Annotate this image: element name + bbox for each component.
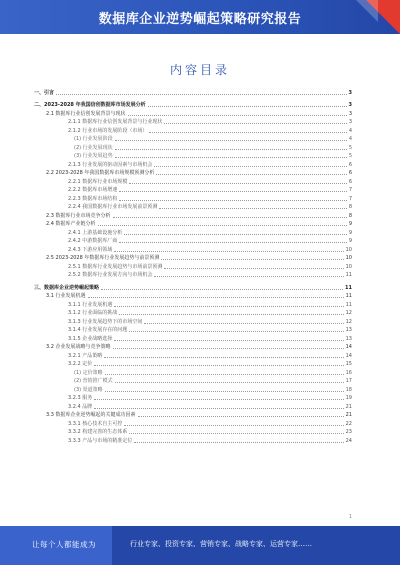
toc-entry-label: 三、数据库企业逆势崛起策略	[34, 284, 100, 291]
toc-leader-dots	[156, 174, 346, 175]
toc-leader-dots	[119, 314, 343, 315]
toc-entry[interactable]	[34, 325, 352, 334]
toc-entry-page: 13	[345, 335, 352, 342]
toc-leader-dots	[144, 323, 343, 324]
toc-entry[interactable]	[34, 384, 352, 393]
toc-entry[interactable]	[34, 401, 352, 410]
toc-entry[interactable]	[34, 219, 352, 228]
toc-entry-page: 9	[348, 229, 352, 236]
toc-entry-page: 5	[348, 144, 352, 151]
toc-entry-label: 2.5 2023-2028 年数据库行业发展趋势与前景预测	[46, 255, 160, 261]
toc-entry-page: 12	[345, 318, 352, 325]
toc-entry-page: 4	[348, 127, 352, 134]
toc-entry[interactable]	[34, 316, 352, 325]
toc-leader-dots	[56, 94, 347, 95]
toc-entry-page: 9	[348, 238, 352, 244]
toc-entry-page: 6	[348, 161, 352, 168]
toc-entry-page: 17	[345, 378, 352, 384]
toc-entry-label: 3.3.3 产品与市场的精准定位	[68, 437, 133, 444]
toc-entry-page: 5	[348, 153, 352, 159]
toc-entry-label: (1) 定价策略	[74, 369, 103, 376]
toc-entry-page: 19	[345, 395, 352, 401]
toc-entry-label: 二、2023-2028 年我国信创数据库市场发展分析	[34, 102, 146, 108]
toc-leader-dots	[114, 340, 343, 341]
toc-leader-dots	[115, 149, 347, 150]
toc-entry-page: 9	[348, 221, 352, 227]
toc-entry-label: 2.1.3 行业发展的驱动因素与市场机会	[68, 161, 153, 168]
toc-leader-dots	[124, 234, 347, 235]
toc-leader-dots	[113, 348, 344, 349]
report-title: 数据库企业逆势崛起策略研究报告	[98, 12, 302, 27]
toc-entry-label: 2.5.1 数据库行业发展趋势与市场前景预测	[68, 263, 163, 270]
toc-entry-page: 7	[348, 187, 352, 193]
toc-title: 内容目录	[169, 63, 230, 77]
toc-leader-dots	[88, 297, 344, 298]
toc-entry-page: 22	[345, 420, 352, 427]
toc-entry[interactable]	[34, 100, 352, 109]
toc-entry[interactable]	[34, 202, 352, 211]
toc-entry-label: 一、引言	[34, 89, 55, 96]
toc-entry[interactable]	[34, 418, 352, 427]
toc-entry[interactable]	[34, 359, 352, 368]
toc-entry-label: 3.1 行业发展机遇	[46, 293, 86, 299]
toc-leader-dots	[115, 140, 347, 141]
toc-entry-label: 2.4.2 中游数据库厂商	[68, 238, 118, 244]
toc-leader-dots	[149, 132, 346, 133]
toc-entry-label: 2.2.4 我国数据库行业市场发展前景预测	[68, 204, 158, 210]
toc-entry[interactable]	[34, 134, 352, 143]
toc-entry-page: 4	[348, 136, 352, 142]
toc-entry[interactable]	[34, 342, 352, 351]
toc-entry-label: 2.4 数据库产业链分析	[46, 221, 96, 227]
toc-leader-dots	[105, 374, 344, 375]
toc-entry-label: (2) 行业发展现状	[74, 144, 113, 151]
toc-entry-page: 15	[345, 361, 352, 367]
toc-entry-page: 11	[345, 272, 352, 278]
toc-entry-page: 23	[345, 429, 352, 435]
toc-leader-dots	[134, 442, 343, 443]
toc-entry-label: 2.5.2 数据库行业发展方向与市场机会	[68, 272, 153, 278]
toc-entry-label: 2.2 2023-2028 年我国数据库市场规模预测分析	[46, 170, 155, 176]
toc-leader-dots	[164, 268, 343, 269]
toc-entry[interactable]	[34, 253, 352, 262]
toc-entry-page: 8	[348, 204, 352, 210]
toc-entry-page: 14	[345, 344, 352, 350]
toc-entry-label: 3.3 数据库企业逆势崛起的关键成功因素	[46, 412, 136, 418]
toc-entry[interactable]	[34, 299, 352, 308]
toc-leader-dots	[113, 217, 347, 218]
toc-entry-page: 13	[345, 327, 352, 333]
toc-leader-dots	[105, 391, 344, 392]
toc-entry[interactable]	[34, 282, 352, 291]
toc-leader-dots	[129, 183, 346, 184]
table-of-contents	[34, 87, 352, 444]
toc-leader-dots	[154, 166, 346, 167]
toc-entry-label: 2.2.3 数据库市场结构	[68, 195, 118, 202]
toc-entry[interactable]	[34, 168, 352, 177]
footer-tagline: 行业专家、投资专家、营销专家、战略专家、运营专家……	[130, 540, 312, 548]
toc-leader-dots	[164, 123, 346, 124]
toc-entry-page: 21	[345, 412, 352, 418]
toc-entry-page: 18	[345, 386, 352, 393]
toc-entry-page: 6	[348, 178, 352, 185]
toc-entry-page: 3	[348, 102, 352, 108]
footer-slogan: 让每个人都能成为	[32, 540, 96, 549]
page-number: 1	[348, 514, 352, 520]
toc-entry-label: 3.1.3 行业发展趋势下的市场空间	[68, 318, 143, 325]
toc-entry-page: 3	[348, 110, 352, 117]
toc-entry-label: 3.1.2 行业面临的挑战	[68, 310, 118, 316]
toc-entry[interactable]	[34, 270, 352, 279]
toc-leader-dots	[114, 306, 343, 307]
toc-entry-label: 2.1.2 行业市场的发展阶段（市场）	[68, 127, 148, 134]
toc-entry[interactable]	[34, 227, 352, 236]
toc-entry-page: 6	[348, 170, 352, 176]
toc-entry[interactable]	[34, 193, 352, 202]
toc-entry-page: 12	[345, 310, 352, 316]
toc-entry-label: (2) 营销推广模式	[74, 378, 113, 384]
toc-entry[interactable]	[34, 244, 352, 253]
toc-entry-label: 3.2.2 定价	[68, 361, 93, 367]
toc-leader-dots	[115, 382, 344, 383]
toc-entry-label: 3.1.4 行业发展存在的问题	[68, 327, 128, 333]
toc-leader-dots	[154, 276, 343, 277]
toc-entry-page: 21	[345, 403, 352, 410]
toc-leader-dots	[124, 425, 343, 426]
toc-entry[interactable]	[34, 142, 352, 151]
toc-leader-dots	[148, 106, 347, 107]
toc-entry-label: 2.4.3 下游应用领域	[68, 246, 113, 253]
toc-leader-dots	[101, 289, 343, 290]
toc-entry[interactable]	[34, 291, 352, 300]
toc-entry-page: 7	[348, 195, 352, 202]
toc-leader-dots	[119, 242, 347, 243]
toc-leader-dots	[94, 399, 343, 400]
toc-entry-label: 2.1.1 数据库行业信创发展背景与行业现状	[68, 119, 163, 125]
toc-entry-page: 3	[348, 119, 352, 125]
toc-leader-dots	[94, 408, 343, 409]
toc-entry-label: 3.2.3 服务	[68, 395, 93, 401]
toc-leader-dots	[98, 225, 347, 226]
toc-entry-label: 2.2.2 数据库市场增速	[68, 187, 118, 193]
toc-entry-label: 3.3.1 核心技术自主可控	[68, 420, 123, 427]
toc-leader-dots	[94, 365, 343, 366]
toc-leader-dots	[119, 200, 347, 201]
toc-entry-page: 11	[345, 301, 352, 308]
toc-entry-page: 11	[345, 284, 352, 291]
toc-entry-label: 3.1.5 企业战略选择	[68, 335, 113, 342]
toc-entry[interactable]	[34, 350, 352, 359]
toc-leader-dots	[129, 331, 343, 332]
toc-entry-page: 3	[348, 89, 352, 96]
toc-entry[interactable]	[34, 185, 352, 194]
toc-entry-label: 3.2.1 产品策略	[68, 352, 103, 359]
toc-entry[interactable]	[34, 151, 352, 160]
toc-entry-label: 3.3.2 构建完善的生态体系	[68, 429, 128, 435]
toc-entry-page: 10	[345, 246, 352, 253]
toc-entry-page: 10	[345, 255, 352, 261]
toc-entry[interactable]	[34, 125, 352, 134]
toc-leader-dots	[119, 191, 347, 192]
toc-entry[interactable]	[34, 159, 352, 168]
toc-leader-dots	[138, 416, 344, 417]
toc-entry-page: 11	[345, 293, 352, 299]
toc-entry-label: (1) 行业发展阶段	[74, 136, 113, 142]
toc-entry-label: 2.4.1 上游基础设施分析	[68, 229, 123, 236]
toc-leader-dots	[161, 259, 343, 260]
header-accent-highlight	[356, 0, 378, 22]
toc-entry[interactable]	[34, 210, 352, 219]
toc-entry[interactable]	[34, 176, 352, 185]
toc-entry-label: (3) 渠道策略	[74, 386, 103, 393]
toc-entry[interactable]	[34, 393, 352, 402]
footer-banner	[0, 526, 400, 565]
toc-entry[interactable]	[34, 410, 352, 419]
toc-entry[interactable]	[34, 308, 352, 317]
toc-entry-page: 10	[345, 263, 352, 270]
toc-entry-label: 3.2 企业发展战略与竞争策略	[46, 344, 111, 350]
toc-entry[interactable]	[34, 376, 352, 385]
toc-entry-page: 16	[345, 369, 352, 376]
header-banner	[0, 0, 400, 34]
toc-leader-dots	[115, 157, 347, 158]
toc-leader-dots	[129, 433, 343, 434]
toc-entry[interactable]	[34, 427, 352, 436]
toc-entry-label: 3.1.1 行业发展机遇	[68, 301, 113, 308]
toc-entry[interactable]	[34, 367, 352, 376]
toc-entry-label: 2.3 数据库行业市场竞争分析	[46, 212, 111, 219]
toc-entry[interactable]	[34, 261, 352, 270]
toc-entry[interactable]	[34, 435, 352, 444]
toc-leader-dots	[128, 115, 347, 116]
toc-entry[interactable]	[34, 236, 352, 245]
toc-entry-label: (3) 行业发展趋势	[74, 153, 113, 159]
toc-leader-dots	[159, 208, 346, 209]
toc-entry-label: 2.1 数据库行业信创发展背景与现状	[46, 110, 126, 117]
toc-entry-label: 2.2.1 数据库行业市场规模	[68, 178, 128, 185]
toc-entry-page: 24	[345, 437, 352, 444]
toc-entry[interactable]	[34, 333, 352, 342]
toc-entry[interactable]	[34, 108, 352, 117]
toc-entry-label: 3.2.4 品牌	[68, 403, 93, 410]
toc-leader-dots	[104, 357, 343, 358]
toc-entry[interactable]	[34, 87, 352, 96]
toc-entry-page: 8	[348, 212, 352, 219]
toc-entry[interactable]	[34, 117, 352, 126]
toc-entry-page: 14	[345, 352, 352, 359]
toc-leader-dots	[114, 251, 343, 252]
